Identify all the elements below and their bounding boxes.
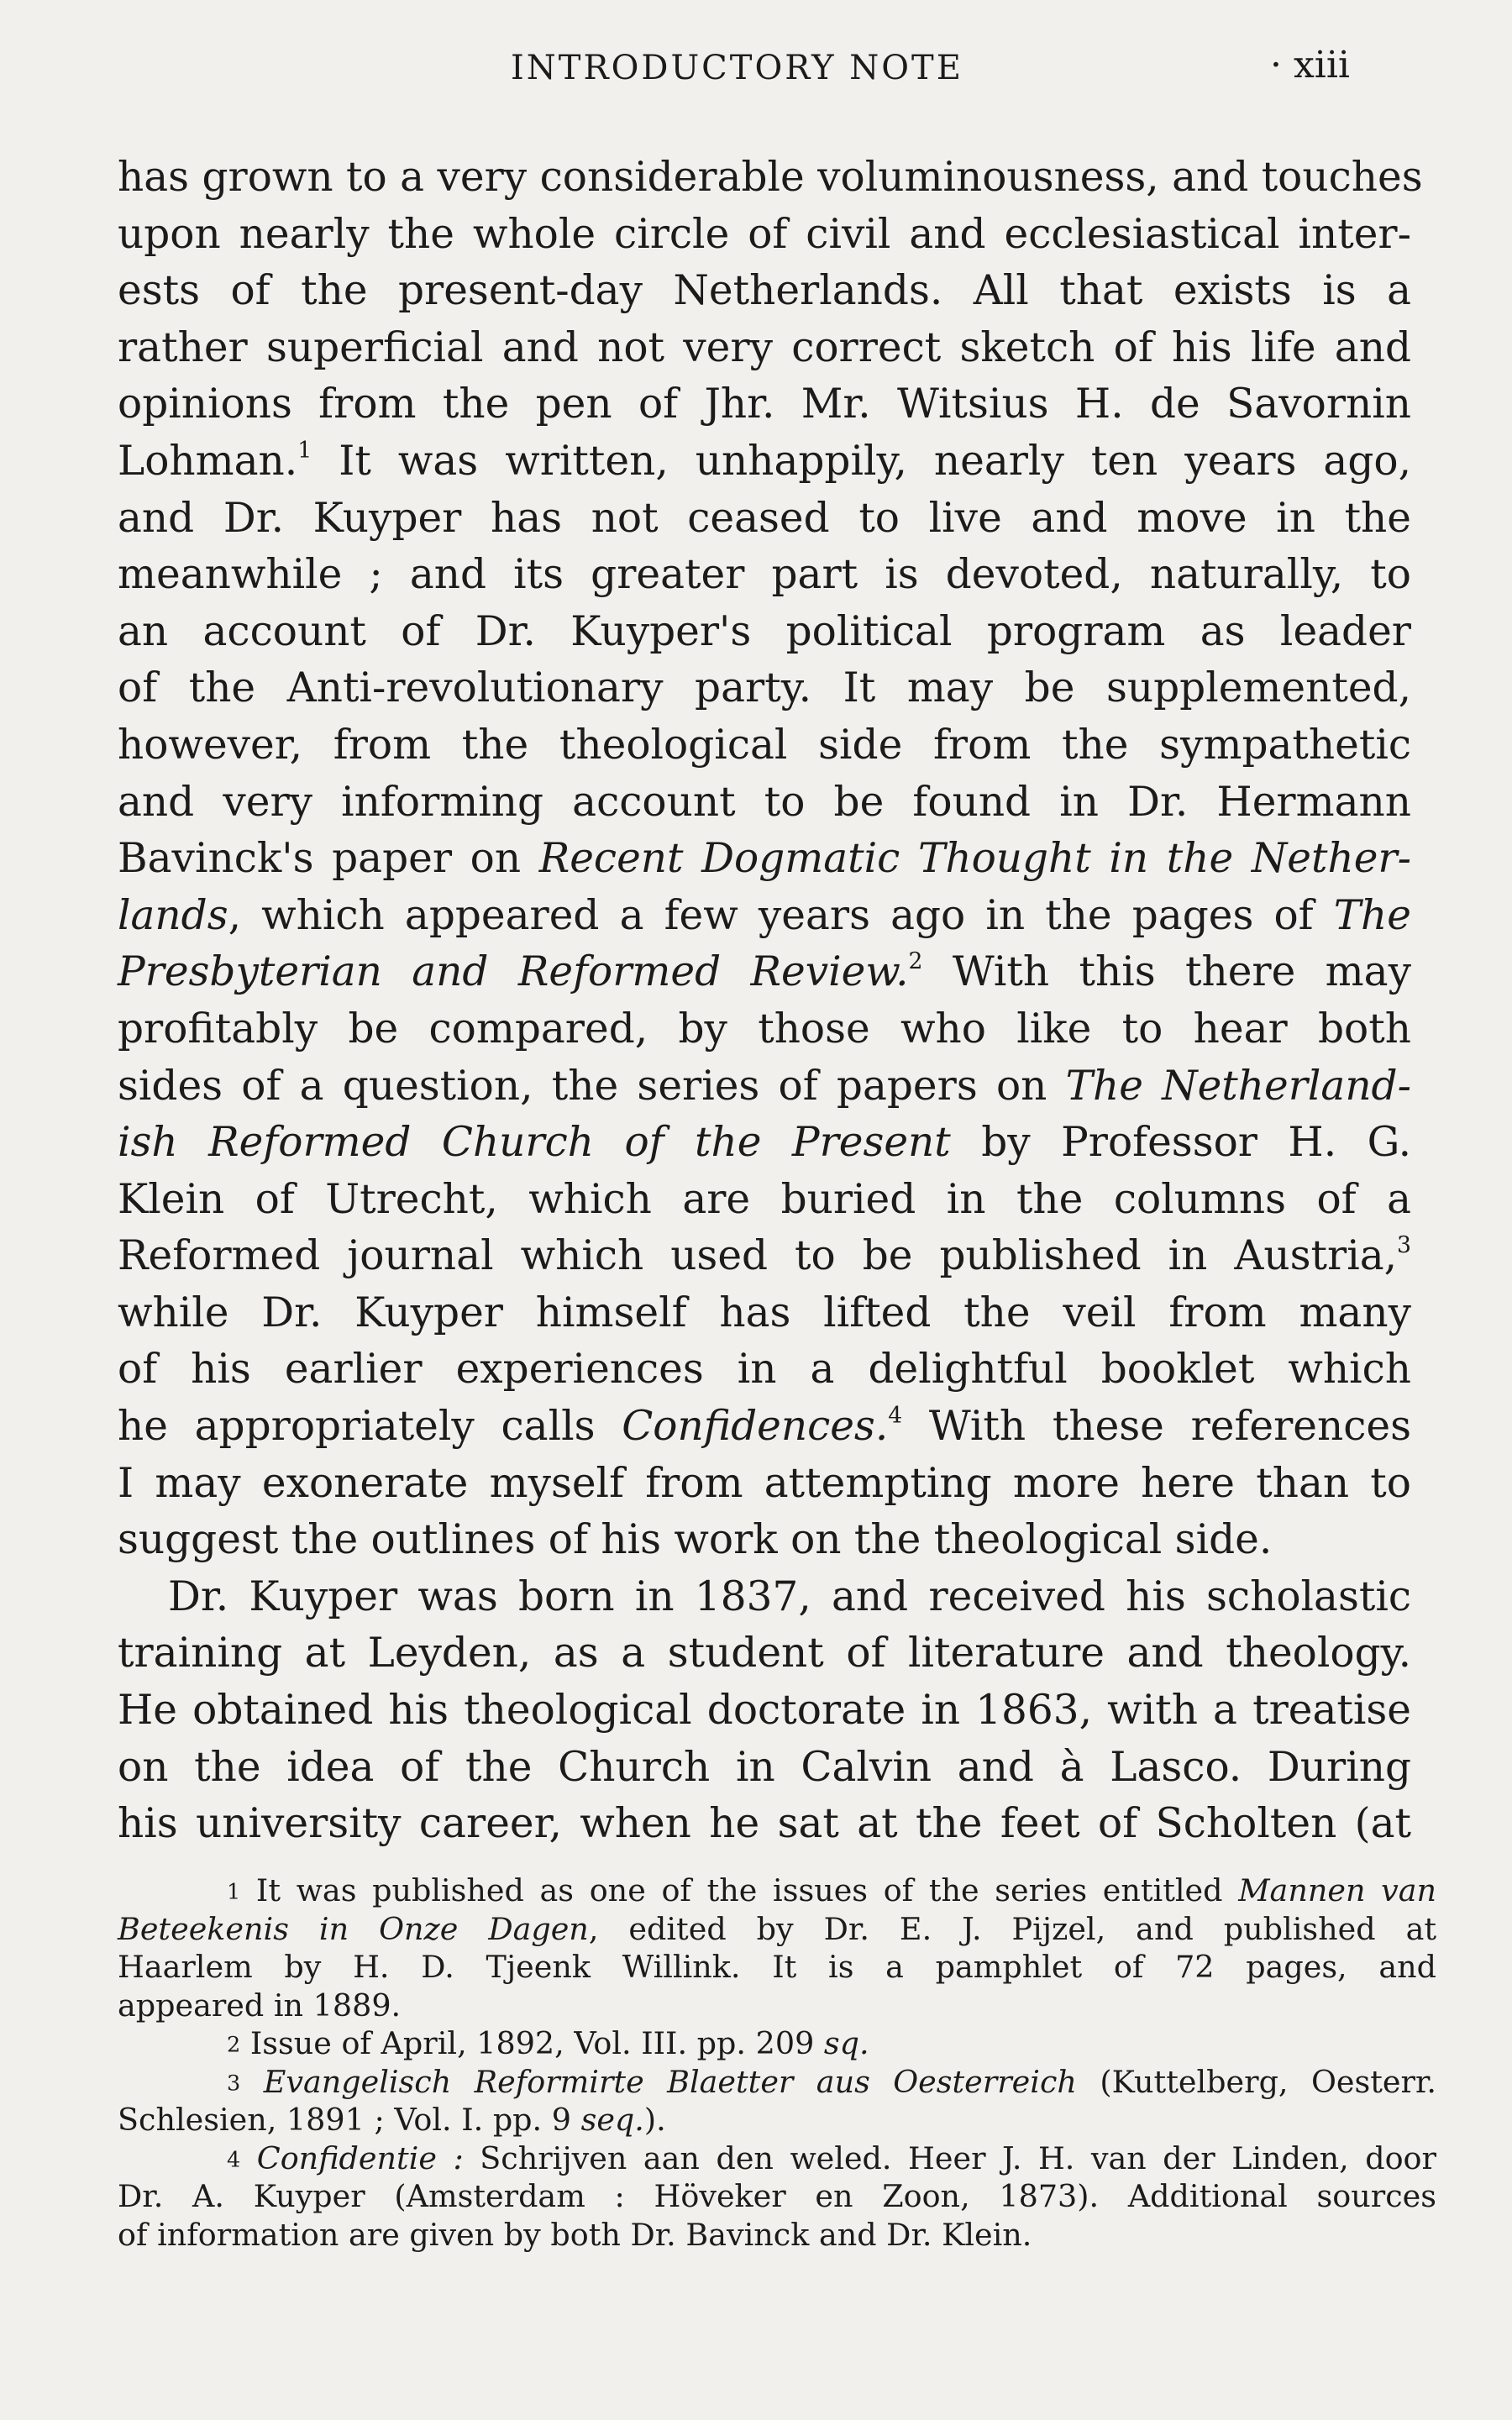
footnote-2	[118, 2024, 1436, 2063]
text-line: I may exonerate myself from attempting more here than to	[118, 1459, 1411, 1507]
text-line: an account of Dr. Kuyper's political program as leader	[118, 607, 1411, 655]
text-span: With this there may	[922, 948, 1411, 996]
footnotes	[118, 1871, 1436, 2254]
footnote-mark: 1	[297, 437, 312, 464]
footnote-number: 3	[227, 2070, 241, 2096]
text-line: rather superficial and not very correct sketch of his life and	[118, 323, 1411, 371]
text-line: upon nearly the whole circle of civil and ecclesiastical inter-	[118, 210, 1411, 258]
running-head	[0, 44, 1512, 99]
text-line: however, from the theological side from the sympathetic	[118, 721, 1411, 769]
footnote-line	[118, 2101, 1436, 2139]
body-text	[118, 150, 1423, 1853]
italic-title: The	[1333, 891, 1411, 939]
footnote-line	[118, 1910, 1436, 1949]
text-span: , which appeared a few years ago in the pages of	[228, 891, 1334, 939]
footnote-1	[118, 1871, 1436, 1910]
italic-title: Beteekenis in Onze Dagen	[118, 1910, 589, 1947]
footnote-line: Dr. A. Kuyper (Amsterdam : Höveker en Zoon, 1873). Additional sources	[118, 2178, 1436, 2214]
text-span: ).	[643, 2102, 666, 2138]
text-span: Reformed journal which used to be published in Austria,	[118, 1232, 1398, 1280]
footnote-number: 1	[227, 1879, 241, 1905]
text-span: Bavinck's paper on	[118, 835, 539, 883]
text-line: of the Anti-revolutionary party. It may be supplemented,	[118, 664, 1411, 712]
text-span: sides of a question, the series of papers on	[118, 1062, 1066, 1110]
footnote-3	[118, 2063, 1436, 2102]
italic-title: Evangelisch Reformirte Blaetter aus Oesterreich	[240, 2063, 1077, 2100]
italic-title: The Netherland-	[1065, 1062, 1411, 1110]
text-line	[118, 1399, 1411, 1456]
italic-title: seq.	[580, 2102, 644, 2138]
italic-title: lands	[118, 891, 228, 939]
text-span: he appropriately calls	[118, 1403, 622, 1451]
text-line	[118, 944, 1411, 1001]
text-line: ests of the present-day Netherlands. All that exists is a	[118, 267, 1411, 315]
footnote-line: of information are given by both Dr. Bavinck and Dr. Klein.	[118, 2216, 1032, 2253]
text-line: his university career, when he sat at the feet of Scholten (at	[118, 1800, 1411, 1848]
footnote-mark: 3	[1397, 1232, 1411, 1259]
text-line: and Dr. Kuyper has not ceased to live and move in the	[118, 494, 1411, 542]
text-line: meanwhile ; and its greater part is devoted, naturally, to	[118, 551, 1411, 599]
text-line	[118, 1228, 1411, 1285]
text-span: Lohman.	[118, 437, 298, 485]
footnote-line: Haarlem by H. D. Tjeenk Willink. It is a pamphlet of 72 pages, and	[118, 1949, 1436, 1985]
italic-title: Confidentie :	[240, 2139, 464, 2176]
text-span: With these references	[902, 1403, 1411, 1451]
text-span: by Professor H. G.	[950, 1119, 1412, 1167]
text-line: He obtained his theological doctorate in 1863, with a treatise	[118, 1687, 1411, 1735]
text-line: profitably be compared, by those who like to hear both	[118, 1005, 1411, 1053]
text-line: while Dr. Kuyper himself has lifted the veil from many	[118, 1289, 1411, 1336]
footnote-mark: 2	[908, 948, 923, 975]
text-line: of his earlier experiences in a delightful booklet which	[118, 1346, 1411, 1394]
text-line: has grown to a very considerable voluminousness, and touches	[118, 154, 1423, 201]
text-line	[118, 1058, 1411, 1116]
italic-title: Confidences.	[622, 1403, 889, 1451]
footnote-number: 4	[227, 2146, 241, 2172]
text-span: It was written, unhappily, nearly ten years ago,	[312, 437, 1411, 485]
text-line	[118, 888, 1411, 945]
text-span: Schlesien, 1891 ; Vol. I. pp. 9	[118, 2102, 581, 2138]
footnote-line: appeared in 1889.	[118, 1987, 402, 2024]
italic-title: sq.	[823, 2025, 869, 2061]
text-span: Schrijven aan den weled. Heer J. H. van der Linden, door	[463, 2139, 1436, 2176]
text-span: It was published as one of the issues of the series entitled	[240, 1872, 1239, 1908]
italic-title: Recent Dogmatic Thought in the Nether-	[538, 835, 1411, 883]
text-line: and very informing account to be found in Dr. Hermann	[118, 778, 1411, 826]
italic-title: ish Reformed Church of the Present	[118, 1119, 951, 1167]
page-number: · xiii	[1270, 44, 1351, 87]
text-span: , edited by Dr. E. J. Pijzel, and published at	[588, 1910, 1437, 1947]
text-line	[118, 1115, 1411, 1172]
footnote-number: 2	[227, 2032, 241, 2058]
text-line: opinions from the pen of Jhr. Mr. Witsius H. de Savornin	[118, 381, 1411, 428]
text-line	[118, 831, 1411, 888]
italic-title: Presbyterian and Reformed Review.	[118, 948, 909, 996]
footnote-mark: 4	[888, 1403, 903, 1430]
running-title: INTRODUCTORY NOTE	[511, 49, 963, 87]
text-line: suggest the outlines of his work on the theological side.	[118, 1516, 1273, 1564]
text-span: (Kuttelberg, Oesterr.	[1076, 2063, 1436, 2100]
footnote-4	[118, 2139, 1436, 2178]
italic-title: Mannen van	[1238, 1872, 1437, 1908]
text-span: Issue of April, 1892, Vol. III. pp. 209	[240, 2025, 824, 2061]
text-line: on the idea of the Church in Calvin and à Lasco. During	[118, 1743, 1411, 1791]
text-line: training at Leyden, as a student of literature and theology.	[118, 1630, 1411, 1677]
text-line: Klein of Utrecht, which are buried in the columns of a	[118, 1175, 1411, 1223]
text-line	[118, 433, 1411, 491]
text-line: Dr. Kuyper was born in 1837, and received his scholastic	[168, 1572, 1411, 1620]
